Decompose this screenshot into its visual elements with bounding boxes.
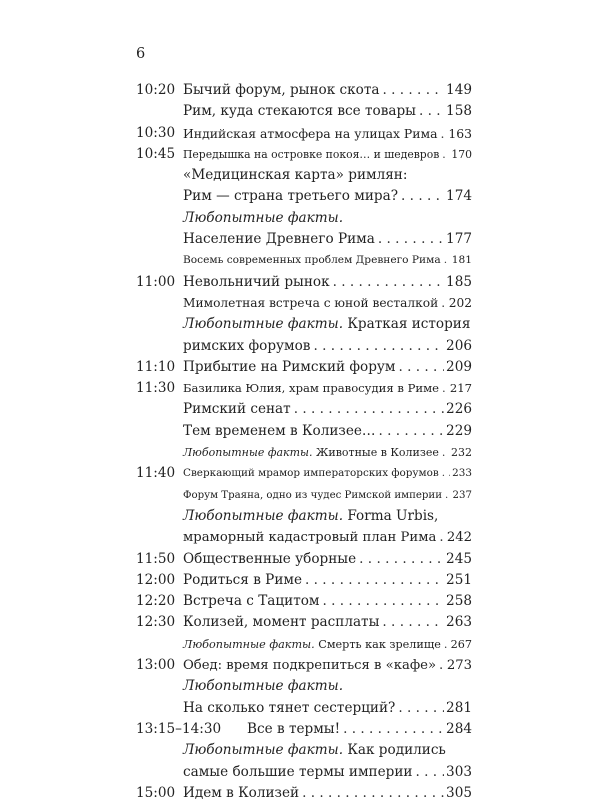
toc-entry — [183, 80, 472, 101]
toc-entry — [183, 336, 472, 357]
toc-title — [183, 485, 442, 506]
toc-leader-dots — [378, 229, 444, 250]
toc-title-text: Мимолетная встреча с юной весталкой — [183, 295, 439, 310]
toc-entry — [183, 485, 472, 506]
toc-entry — [183, 442, 472, 463]
toc-title-text: Невольничий рынок — [183, 273, 330, 290]
toc-entry — [183, 272, 472, 293]
toc-row — [136, 186, 472, 207]
toc-entry — [183, 165, 472, 186]
toc-title — [183, 316, 470, 332]
toc-entry — [183, 378, 472, 399]
toc-leader-dots — [398, 698, 444, 719]
toc-page-number: 163 — [448, 125, 472, 141]
toc-time: 11:00 — [136, 273, 176, 290]
toc-row — [136, 229, 472, 250]
page-number: 6 — [136, 46, 146, 62]
toc-time: 11:40 — [136, 465, 176, 482]
toc-row — [136, 612, 472, 633]
toc-entry — [183, 293, 472, 314]
toc-page-number: 284 — [446, 720, 472, 737]
toc-entry — [183, 612, 472, 633]
toc-leader-dots — [359, 549, 444, 570]
toc-time: 10:45 — [136, 145, 176, 162]
toc-title — [183, 229, 375, 250]
toc-leader-dots — [444, 634, 449, 655]
toc-leader-dots — [382, 612, 444, 633]
toc-title-text: Как родились — [343, 742, 446, 759]
toc-row — [136, 357, 472, 378]
toc-leader-dots — [313, 336, 444, 357]
toc-row — [136, 676, 472, 697]
toc-entry — [183, 101, 472, 122]
toc-leader-dots — [439, 655, 445, 676]
toc-title — [183, 570, 302, 591]
toc-title — [183, 144, 439, 165]
toc-leader-dots — [442, 144, 449, 165]
toc-page-number: 233 — [452, 467, 472, 480]
toc-title — [183, 442, 439, 463]
toc-row — [136, 570, 472, 591]
toc-time: 15:00 — [136, 784, 176, 801]
toc-entry — [183, 399, 472, 420]
toc-row — [136, 250, 472, 271]
toc-leader-dots — [382, 80, 444, 101]
table-of-contents — [136, 80, 472, 804]
toc-row — [136, 740, 472, 761]
toc-page-number: 245 — [446, 550, 472, 567]
toc-row — [136, 336, 472, 357]
toc-title-text: Прибытие на Римский форум — [183, 358, 396, 375]
toc-row — [136, 314, 472, 335]
toc-title — [183, 167, 407, 183]
toc-row — [136, 272, 472, 293]
toc-title — [183, 783, 299, 804]
toc-leader-dots — [439, 527, 445, 548]
toc-italic-prefix: Любопытные факты. — [183, 316, 344, 333]
toc-entry — [183, 549, 472, 570]
toc-title-text: Обед: время подкрепиться в «кафе» — [183, 658, 437, 674]
toc-leader-dots — [444, 250, 450, 271]
toc-title — [183, 678, 343, 694]
toc-page-number: 242 — [446, 530, 472, 546]
toc-leader-dots — [442, 378, 448, 399]
toc-leader-dots — [379, 421, 445, 442]
toc-italic-prefix: Любопытные факты. — [183, 678, 344, 695]
toc-row — [136, 463, 472, 484]
toc-time: 11:10 — [136, 358, 176, 375]
toc-italic-prefix: Любопытные факты. — [183, 637, 315, 651]
toc-title-text: Рим, куда стекаются все товары — [183, 103, 416, 120]
toc-entry — [183, 527, 472, 548]
toc-title — [183, 591, 319, 612]
toc-title-text: Передышка на островке покоя… и шедевров — [183, 147, 440, 161]
toc-entry — [183, 144, 472, 165]
toc-page-number: 202 — [448, 295, 472, 310]
toc-title-text: Идем в Колизей — [183, 784, 300, 801]
toc-entry — [183, 357, 472, 378]
toc-time: 10:20 — [136, 82, 176, 98]
toc-row — [136, 485, 472, 506]
toc-row — [136, 762, 472, 783]
toc-title-text: Базилика Юлия, храм правосудия в Риме — [183, 381, 439, 396]
toc-page-number: 177 — [446, 231, 472, 248]
toc-title — [183, 762, 413, 783]
toc-title — [183, 634, 441, 655]
toc-entry — [183, 676, 472, 697]
toc-title — [183, 250, 441, 271]
toc-title-text: «Медицинская карта» римлян: — [183, 167, 408, 184]
toc-title-text: Население Древнего Рима — [183, 231, 375, 248]
toc-row — [136, 123, 472, 144]
toc-page-number: 170 — [451, 147, 472, 161]
toc-page-number: 232 — [451, 446, 472, 460]
toc-entry — [183, 314, 472, 335]
toc-page-number: 217 — [449, 381, 472, 396]
toc-row — [136, 549, 472, 570]
toc-title-text: Общественные уборные — [183, 550, 357, 567]
toc-row — [136, 634, 472, 655]
toc-page-number: 267 — [450, 637, 472, 651]
toc-title-text: Форум Траяна, одно из чудес Римской империи — [183, 489, 442, 501]
toc-time: 10:30 — [136, 124, 176, 141]
toc-title — [183, 357, 395, 378]
toc-entry — [183, 463, 472, 484]
toc-title — [183, 421, 376, 442]
toc-title-text: Краткая история — [343, 316, 471, 333]
toc-row — [136, 655, 472, 676]
toc-page-number: 263 — [446, 614, 472, 631]
toc-entry — [183, 762, 472, 783]
toc-row — [136, 698, 472, 719]
toc-entry — [183, 698, 472, 719]
toc-row — [136, 399, 472, 420]
toc-page-number: 251 — [446, 571, 472, 588]
toc-row — [136, 506, 472, 527]
toc-page-number: 303 — [446, 763, 472, 780]
toc-page-number: 237 — [452, 489, 472, 501]
toc-leader-dots — [419, 101, 444, 122]
toc-page-number: 206 — [446, 337, 472, 354]
toc-page-number: 226 — [446, 401, 472, 418]
toc-title-text: Forma Urbis, — [343, 507, 439, 524]
toc-row — [136, 719, 472, 740]
toc-title-text: Животные в Колизее — [312, 446, 439, 460]
toc-page-number: 273 — [446, 658, 472, 674]
toc-entry — [183, 208, 472, 229]
toc-title — [183, 463, 439, 484]
toc-title — [183, 186, 398, 207]
toc-entry — [183, 634, 472, 655]
toc-leader-dots — [398, 357, 444, 378]
toc-page-number: 174 — [446, 188, 472, 205]
toc-title — [183, 549, 356, 570]
toc-row — [136, 144, 472, 165]
toc-title-text: Все в термы! — [247, 720, 341, 737]
toc-title — [183, 210, 343, 226]
toc-entry — [183, 570, 472, 591]
toc-italic-prefix: Любопытные факты. — [183, 209, 344, 226]
toc-time: 12:20 — [136, 593, 176, 610]
toc-row — [136, 80, 472, 101]
toc-entry — [183, 655, 472, 676]
toc-title — [183, 101, 416, 122]
toc-entry — [183, 740, 472, 761]
toc-row — [136, 165, 472, 186]
toc-title — [183, 655, 436, 676]
toc-title-text: На сколько тянет сестерций? — [183, 699, 396, 716]
toc-entry — [183, 229, 472, 250]
toc-title-text: Смерть как зрелище — [314, 637, 441, 651]
toc-title — [183, 742, 446, 758]
toc-page-number: 258 — [446, 593, 472, 610]
toc-time: 11:50 — [136, 550, 176, 567]
toc-entry — [247, 719, 472, 740]
toc-leader-dots — [322, 591, 444, 612]
toc-leader-dots — [294, 399, 444, 420]
toc-row — [136, 208, 472, 229]
toc-title — [183, 698, 395, 719]
toc-title-text: мраморный кадастровый план Рима — [183, 530, 437, 546]
toc-page-number: 149 — [446, 82, 472, 98]
toc-row — [136, 293, 472, 314]
toc-title-text: Рим — страна третьего мира? — [183, 188, 399, 205]
toc-title — [183, 80, 379, 101]
toc-row — [136, 527, 472, 548]
toc-leader-dots — [441, 123, 447, 144]
toc-title-text: Сверкающий мрамор императорских форумов — [183, 467, 439, 480]
toc-italic-prefix: Любопытные факты. — [183, 742, 344, 759]
toc-entry — [183, 186, 472, 207]
toc-leader-dots — [343, 719, 444, 740]
toc-title — [183, 508, 438, 524]
toc-title — [183, 378, 439, 399]
toc-leader-dots — [305, 570, 444, 591]
toc-time: 11:30 — [136, 380, 176, 397]
toc-time: 13:15–14:30 — [136, 720, 222, 737]
toc-title — [247, 719, 340, 740]
toc-title-text: Тем временем в Колизее… — [183, 422, 376, 439]
toc-entry — [183, 250, 472, 271]
toc-page-number: 185 — [446, 273, 472, 290]
toc-title — [183, 123, 438, 144]
toc-title-text: Бычий форум, рынок скота — [183, 82, 380, 98]
toc-title — [183, 272, 330, 293]
toc-page-number: 281 — [446, 699, 472, 716]
toc-leader-dots — [416, 762, 445, 783]
toc-title — [183, 336, 310, 357]
toc-title — [183, 399, 291, 420]
toc-row — [136, 101, 472, 122]
toc-entry — [183, 591, 472, 612]
toc-title-text: Римский сенат — [183, 401, 291, 418]
toc-title-text: Колизей, момент расплаты — [183, 614, 380, 631]
toc-italic-prefix: Любопытные факты. — [183, 446, 313, 460]
toc-title-text: римских форумов — [183, 337, 311, 354]
toc-time: 12:00 — [136, 571, 176, 588]
toc-page-number: 209 — [446, 358, 472, 375]
toc-page-number: 158 — [446, 103, 472, 120]
toc-entry — [183, 123, 472, 144]
toc-page-number: 305 — [446, 784, 472, 801]
toc-entry — [183, 421, 472, 442]
toc-row — [136, 783, 472, 804]
toc-row — [136, 591, 472, 612]
toc-title-text: Восемь современных проблем Древнего Рима — [183, 254, 441, 267]
toc-title-text: Индийская атмосфера на улицах Рима — [183, 125, 438, 141]
toc-leader-dots — [302, 783, 444, 804]
toc-row — [136, 421, 472, 442]
toc-title-text: Родиться в Риме — [183, 571, 302, 588]
toc-leader-dots — [401, 186, 444, 207]
toc-title — [183, 527, 436, 548]
toc-page-number: 229 — [446, 422, 472, 439]
toc-page-number: 181 — [451, 254, 472, 267]
toc-italic-prefix: Любопытные факты. — [183, 507, 344, 524]
toc-title-text: Встреча с Тацитом — [183, 593, 320, 610]
toc-title — [183, 612, 379, 633]
toc-leader-dots — [333, 272, 444, 293]
toc-title — [183, 293, 438, 314]
toc-row — [136, 378, 472, 399]
toc-leader-dots — [445, 485, 451, 506]
toc-time: 12:30 — [136, 614, 176, 631]
toc-entry — [183, 783, 472, 804]
toc-time: 13:00 — [136, 657, 176, 674]
toc-title-text: самые большие термы империи — [183, 763, 413, 780]
toc-leader-dots — [442, 442, 449, 463]
toc-row — [136, 442, 472, 463]
toc-entry — [183, 506, 472, 527]
toc-leader-dots — [441, 293, 447, 314]
toc-leader-dots — [442, 463, 450, 484]
